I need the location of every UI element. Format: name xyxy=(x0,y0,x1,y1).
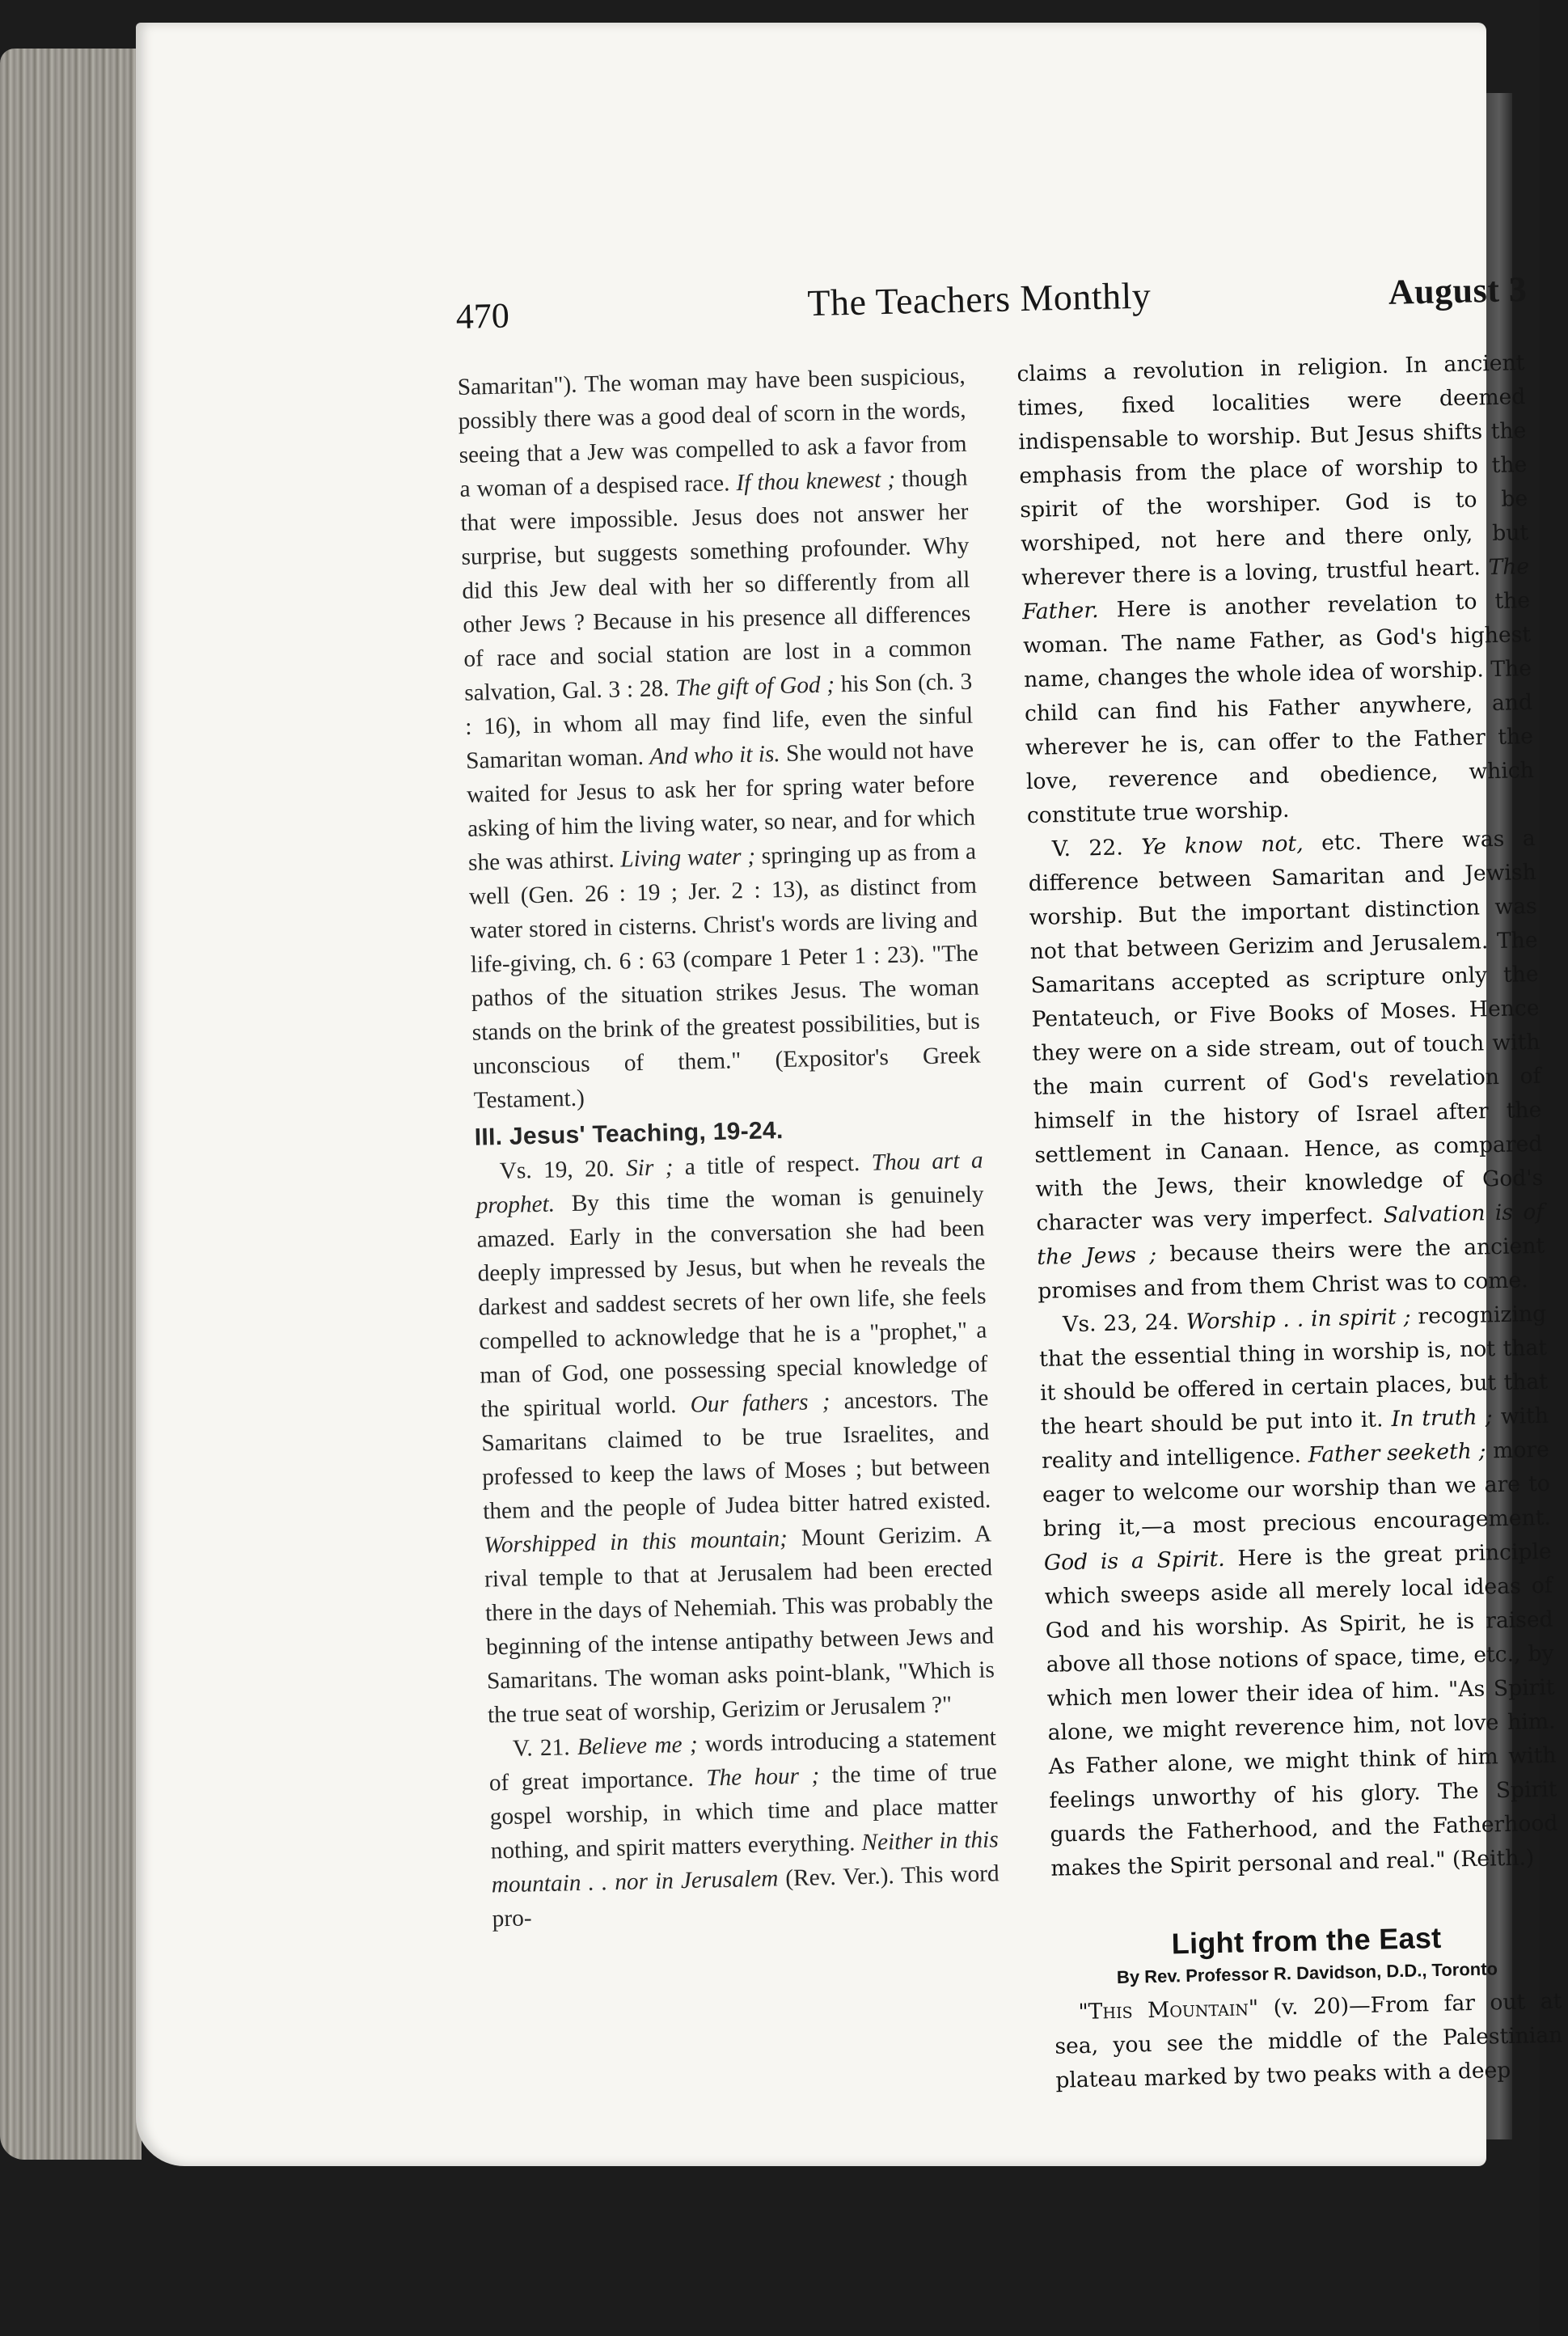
body-text: a title of respect. xyxy=(684,1149,860,1180)
emphasis: The hour ; xyxy=(705,1763,820,1792)
emphasis: If thou knewest ; xyxy=(736,466,896,497)
facing-page-edge xyxy=(0,49,142,2160)
body-text: springing up as from a well (Gen. 26 : 19 ; Jer. 2 : 13), as distinct from water stored in cisterns. Christ's words are living and life-giving, ch. 6 : 63 (compare 1 Peter 1 : 23). "The pathos of the situation strikes Jesus. The woman stands on the brink of the greatest possibilities, but is unconscious of them." (Expositor's Greek Testament.) xyxy=(468,838,982,1114)
emphasis: Living water ; xyxy=(619,843,756,873)
page-sheet xyxy=(136,23,1563,2166)
verse-reference: V. 21. xyxy=(512,1734,570,1762)
emphasis: In truth ; xyxy=(1391,1404,1494,1432)
body-text: (Rev. Ver.). This word pro- xyxy=(492,1860,1000,1932)
body-text: etc. There was a difference between Samaritan and Jewish worship. But the important distinction was not that between Gerizim and Jerusalem. The Samaritans accepted as scripture only the Pentateuch, or Five Books of Moses. Hence they were on a side stream, out of touch with the main current of God's revelation of himself in the history of Israel after the settlement in Canaan. Hence, as compared with the Jews, their knowledge of God's character was very imperfect. xyxy=(1028,825,1544,1236)
text-block xyxy=(455,265,1567,2093)
section-heading: III. Jesus' Teaching, 19-24. xyxy=(474,1117,784,1151)
body-text: more eager to welcome our worship than we are to bring it,—a most precious encouragement. xyxy=(1042,1437,1552,1542)
body-text: because theirs were the ancient promises and from them Christ was to come. xyxy=(1037,1233,1545,1304)
emphasis: The gift of God ; xyxy=(674,671,835,701)
paragraph xyxy=(1016,346,1535,833)
body-text: his Son (ch. 3 : 16), in whom all may find life, even the sinful Samaritan woman. xyxy=(464,668,974,774)
emphasis: Our fathers ; xyxy=(690,1388,830,1418)
verse-reference: Vs. 23, 24. xyxy=(1062,1310,1180,1338)
left-column xyxy=(457,359,1000,1936)
body-text: though that were impossible. Jesus does not answer her surprise, but suggests something profounder. Why did this Jew deal with her so differently from all other Jews ? Because in his presence all differences of race and social station are lost in a common salvation, Gal. 3 : 28. xyxy=(460,464,972,706)
paragraph xyxy=(1027,822,1545,1309)
issue-date: August 3 xyxy=(1388,269,1528,312)
article-title: Light from the East xyxy=(1171,1920,1442,1961)
body-text: words introducing a statement of great importance. xyxy=(488,1724,997,1796)
body-text: ancestors. The Samaritans claimed to be true Israelites, and professed to keep the laws of Moses ; but between them and the people of Judea bitter hatred existed. xyxy=(481,1385,991,1525)
emphasis: God is a Spirit. xyxy=(1043,1546,1226,1576)
body-text: recognizing that the essential thing in worship is, not that it should be offered in certain places, but that the heart should be put into it. xyxy=(1038,1301,1549,1440)
body-text: with reality and intelligence. xyxy=(1041,1403,1549,1474)
emphasis: Worshipped in this mountain; xyxy=(483,1526,788,1559)
emphasis: The Father. xyxy=(1021,553,1530,625)
emphasis: Neither in this mountain . . nor in Jerusalem xyxy=(491,1826,1000,1898)
paragraph xyxy=(1038,1297,1559,1886)
verse-reference: Vs. 19, 20. xyxy=(499,1155,615,1185)
emphasis: Thou art a prophet. xyxy=(475,1147,983,1219)
journal-title: The Teachers Monthly xyxy=(806,274,1152,324)
article-byline: By Rev. Professor R. Davidson, D.D., Toronto xyxy=(1116,1958,1498,1987)
emphasis: Sir ; xyxy=(625,1154,674,1182)
body-text: By this time the woman is genuinely amazed. Early in the conversation she had been deeply impressed by Jesus, but when he reveals the darkest and saddest secrets of her own life, she feels compelled to acknowledge that he is a "prophet," a man of God, one possessing special knowledge of the spiritual world. xyxy=(476,1181,988,1423)
body-text: She would not have waited for Jesus to ask her for spring water before asking of him the living water, so near, and for which she was athirst. xyxy=(466,736,976,876)
emphasis: Ye know not, xyxy=(1140,831,1304,860)
body-text: Mount Gerizim. A rival temple to that at Jerusalem had been erected there in the days of Nehemiah. This was probably the beginning of the intense antipathy between Jews and Samaritans. The woman asks point-blank, "Which is the true seat of worship, Gerizim or Jerusalem ?" xyxy=(484,1521,995,1729)
body-text: claims a revolution in religion. In ancient times, fixed localities were deemed indispensable to worship. But Jesus shifts the emphasis from the place of worship to the spirit of the worshiper. God is to be worshiped, not here and there only, but wherever there is a loving, trustful heart. xyxy=(1016,350,1529,591)
body-text: Here is another revelation to the woman. The name Father, as God's highest name, changes the whole idea of worship. The child can find his Father anywhere, and wherever he is, can offer to the Father the love, reverence and obedience, which constitute true worship. xyxy=(1022,587,1535,829)
emphasis: Salvation is of the Jews ; xyxy=(1036,1199,1545,1270)
small-caps-lead: "This Mountain" xyxy=(1078,1995,1259,2025)
right-column xyxy=(1016,346,1564,2098)
page-number: 470 xyxy=(455,295,510,336)
emphasis: Believe me ; xyxy=(577,1731,698,1761)
body-text: Here is the great principle which sweeps aside all merely local ideas of God and his worship. As Spirit, he is raised above all those notions of space, time, etc., by which men lower their idea of him. "As Spirit alone, we might reverence him, not love him. As Father alone, we might think of him with feelings unworthy of his glory. The Spirit guards the Fatherhood, and the Fatherhood makes the Spirit personal and real." (Reith.) xyxy=(1044,1538,1558,1881)
emphasis: And who it is. xyxy=(649,741,781,770)
verse-reference: V. 22. xyxy=(1051,835,1124,862)
paragraph xyxy=(488,1720,1000,1936)
emphasis: Worship . . in spirit ; xyxy=(1186,1304,1411,1335)
body-text: (v. 20)—From far out at sea, you see the middle of the Palestinian plateau marked by two peaks with a deep xyxy=(1054,1988,1563,2093)
body-text: Samaritan"). The woman may have been suspicious, possibly there was a good deal of scorn in the words, seeing that a Jew was compelled to ask a favor from a woman of a despised race. xyxy=(457,362,967,502)
body-text: the time of true gospel worship, in which time and place matter nothing, and spirit matters everything. xyxy=(489,1758,999,1864)
emphasis: Father seeketh ; xyxy=(1308,1438,1486,1468)
paragraph xyxy=(475,1143,995,1732)
paragraph xyxy=(457,359,982,1118)
paragraph xyxy=(1054,1985,1564,2098)
